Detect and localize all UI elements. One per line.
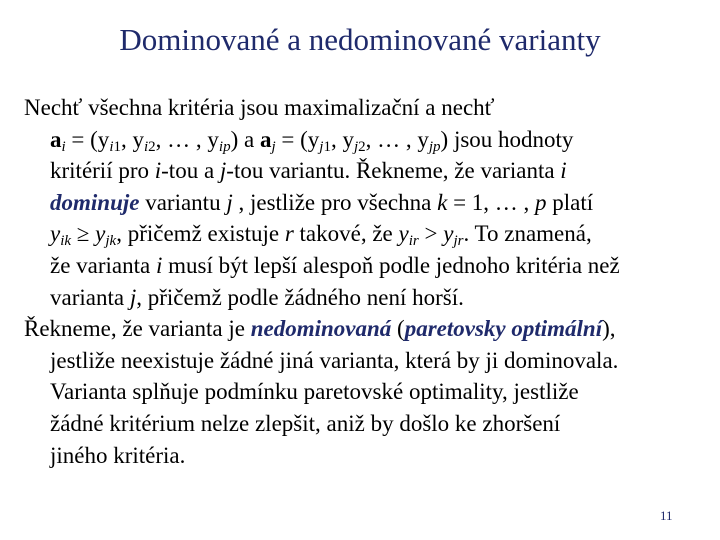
slide-title: Dominované a nedominované varianty (119, 22, 601, 57)
text-line: Nechť všechna kritéria jsou maximalizační a nechť (24, 95, 495, 120)
slide-body (24, 92, 704, 471)
text-line: kritérií pro i-tou a j-tou variantu. Řekneme, že varianta i (50, 158, 567, 184)
text-line: že varianta i musí být lepší alespoň podle jednoho kritéria než (50, 252, 620, 278)
text-line: Varianta splňuje podmínku paretovské optimality, jestliže (50, 379, 579, 405)
text-line: jiného kritéria. (50, 442, 186, 468)
text-line: žádné kritérium nelze zlepšit, aniž by došlo ke zhoršení (50, 410, 561, 436)
text-line: Řekneme, že varianta je nedominovaná (paretovsky optimální), (24, 316, 616, 342)
text-line: dominuje variantu j , jestliže pro všechna k = 1, … , p platí (50, 189, 594, 215)
text-line: jestliže neexistuje žádné jiná varianta, která by ji dominovala. (50, 347, 619, 373)
term-paretovsky-optimalni: paretovsky optimální (404, 316, 603, 342)
term-dominuje: dominuje (50, 189, 140, 215)
text-line: $a_i = (y_{i1}$, $y_{i2}$, … , $y_{ip}$) a $a_j = (y_{j1}$, $y_{j2}$, … , $y_{jp}$) jsou hodnoty (50, 126, 574, 155)
page-number: 11 (660, 508, 673, 523)
paragraph-nondominance (24, 313, 704, 471)
text-line: varianta j, přičemž podle žádného není horší. (50, 284, 464, 310)
term-nedominovana: nedominovaná (250, 316, 392, 342)
paragraph-dominance (24, 92, 704, 313)
text-line: $y_{ik} \ge y_{jk}$, přičemž existuje r takové, že $y_{ir} > y_{jr}$. To znamená, (50, 221, 592, 250)
